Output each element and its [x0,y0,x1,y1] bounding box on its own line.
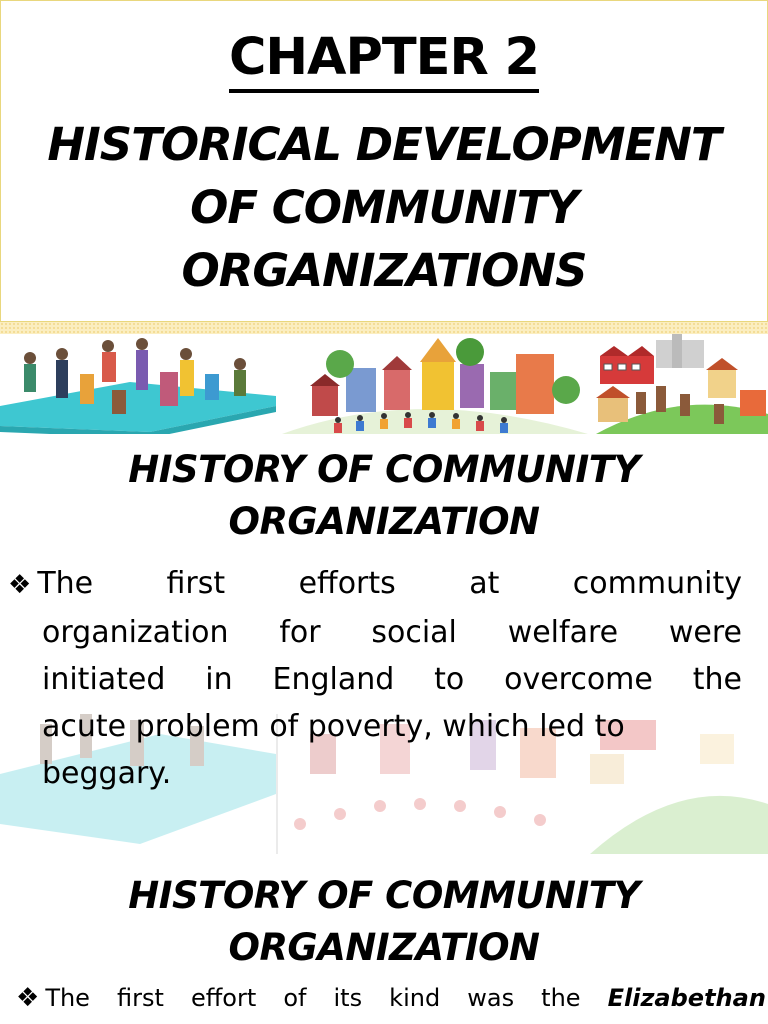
illustration-strip [0,334,768,434]
slide-3-title-line-2: ORGANIZATION [228,926,540,969]
slide-2-title [0,444,768,548]
village-factory-illustration [596,334,768,434]
paragraph-line-5: beggary. [42,756,172,791]
title-slide [0,0,768,322]
chapter-heading: CHAPTER 2 [1,27,767,93]
diamond-dots-bullet-icon: ❖ [16,983,40,1013]
diamond-dots-bullet-icon: ❖ [8,570,32,600]
slide-3-line-1: ❖ The first effort of its kind was the Elizabethan [16,976,766,1020]
chapter-title [1,113,767,302]
slide-2-paragraph [8,560,742,797]
slide-3-title-line-1: HISTORY OF COMMUNITY [128,874,640,917]
history-slide-1 [0,334,768,854]
chapter-title-line-2: OF COMMUNITY [190,181,578,234]
slide-2-title-line-1: HISTORY OF COMMUNITY [128,448,640,491]
dotted-band [0,322,768,334]
chapter-title-line-3: ORGANIZATIONS [181,244,587,297]
elizabethan-emphasis: Elizabethan [607,984,766,1012]
town-children-illustration [282,338,588,434]
chapter-title-line-1: HISTORICAL DEVELOPMENT [47,118,721,171]
slide-2-title-line-2: ORGANIZATION [228,500,540,543]
paragraph-line-1: ❖ The first efforts at community [8,566,742,601]
paragraph-line-2: organization for social welfare were [42,615,742,650]
community-people-illustration [0,338,276,434]
slide-3-paragraph [16,976,768,1020]
paragraph-line-4: acute problem of poverty, which led to [42,709,625,744]
slide-3-title [0,870,768,974]
paragraph-line-3: initiated in England to overcome the [42,662,742,697]
